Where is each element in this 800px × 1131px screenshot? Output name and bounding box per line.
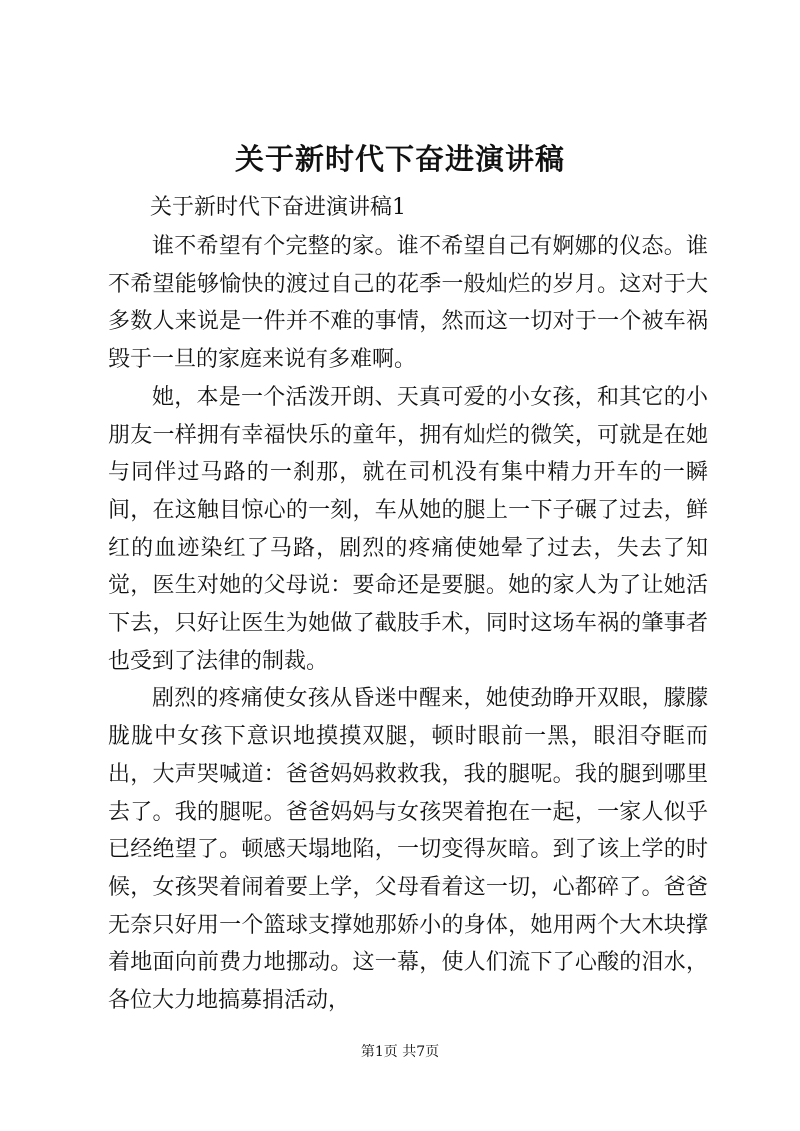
paragraph: 她，本是一个活泼开朗、天真可爱的小女孩，和其它的小朋友一样拥有幸福快乐的童年，拥有灿烂的微笑，可就是在她与同伴过马路的一刹那，就在司机没有集中精力开车的一瞬间，在这触目惊心的一刻，车从她的腿上一下子碾了过去，鲜红的血迹染红了马路，剧烈的疼痛使她晕了过去，失去了知觉，医生对她的父母说：要命还是要腿。她的家人为了让她活下去，只好让医生为她做了截肢手术，同时这场车祸的肇事者也受到了法律的制裁。 <box>108 384 708 674</box>
page-footer: 第1页 共7页 <box>360 1044 440 1060</box>
document-body <box>108 228 708 1020</box>
document-subtitle: 关于新时代下奋进演讲稿1 <box>150 195 406 220</box>
document-title: 关于新时代下奋进演讲稿 <box>234 142 565 176</box>
paragraph: 谁不希望有个完整的家。谁不希望自己有婀娜的仪态。谁不希望能够愉快的渡过自己的花季一般灿烂的岁月。这对于大多数人来说是一件并不难的事情，然而这一切对于一个被车祸毁于一旦的家庭来说有多难啊。 <box>108 234 708 373</box>
paragraph: 剧烈的疼痛使女孩从昏迷中醒来，她使劲睁开双眼，朦朦胧胧中女孩下意识地摸摸双腿，顿时眼前一黑，眼泪夺眶而出，大声哭喊道：爸爸妈妈救救我，我的腿呢。我的腿到哪里去了。我的腿呢。爸爸妈妈与女孩哭着抱在一起，一家人似乎已经绝望了。顿感天塌地陷，一切变得灰暗。到了该上学的时候，女孩哭着闹着要上学，父母看着这一切，心都碎了。爸爸无奈只好用一个篮球支撑她那娇小的身体，她用两个大木块撑着地面向前费力地挪动。这一幕，使人们流下了心酸的泪水，各位大力地搞募捐活动， <box>108 686 708 1014</box>
